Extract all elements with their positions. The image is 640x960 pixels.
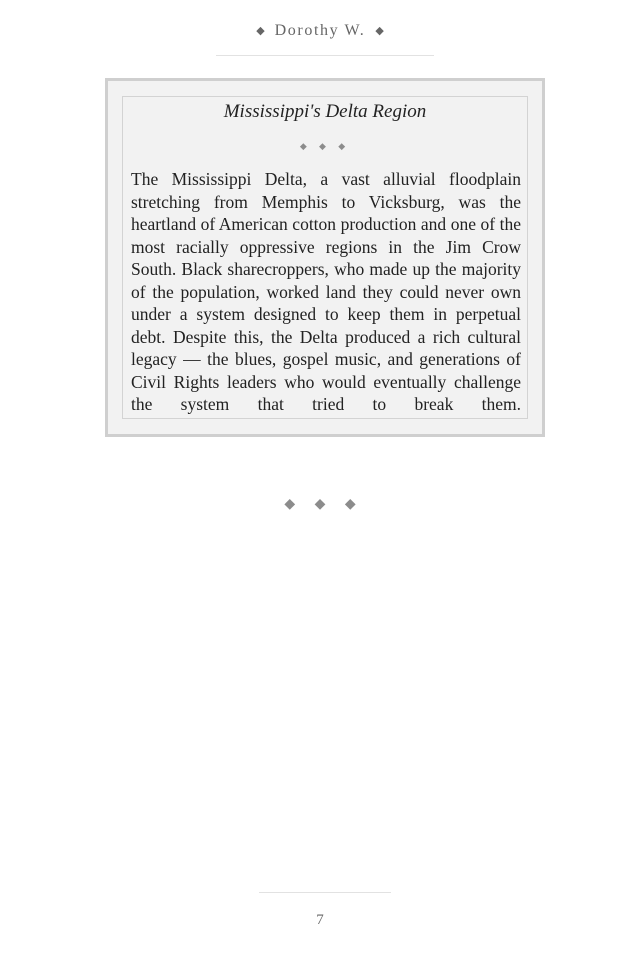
sidebar-title: Mississippi's Delta Region [223,101,427,122]
page-number: 7 [316,912,324,928]
sidebar-box [105,78,545,437]
sidebar-body-text: The Mississippi Delta, a vast alluvial floodplain stretching from Memphis to Vicksburg, was the heartland of American cotton production and one of the most racially oppressive regions in the Jim Crow South. Black sharecroppers, who made up the majority of the population, worked land they could never own under a system designed to keep them in perpetual debt. Despite this, the Delta produced a rich cultural legacy — the blues, gospel music, and generations of Civil Rights leaders who would eventually challenge the system that tried to break them. [131,169,521,414]
sidebar-ornament-icon: ◆ ◆ ◆ [299,141,351,151]
diamond-ornament-icon: ◆ [375,25,384,37]
author-name: Dorothy W. [274,22,366,39]
diamond-ornament-icon: ◆ [256,25,265,37]
sidebar-inner-frame [122,96,528,419]
header-divider [216,55,434,56]
footer-divider [259,892,391,893]
section-break-ornament-icon: ◆ ◆ ◆ [284,497,364,512]
running-header [0,22,640,40]
